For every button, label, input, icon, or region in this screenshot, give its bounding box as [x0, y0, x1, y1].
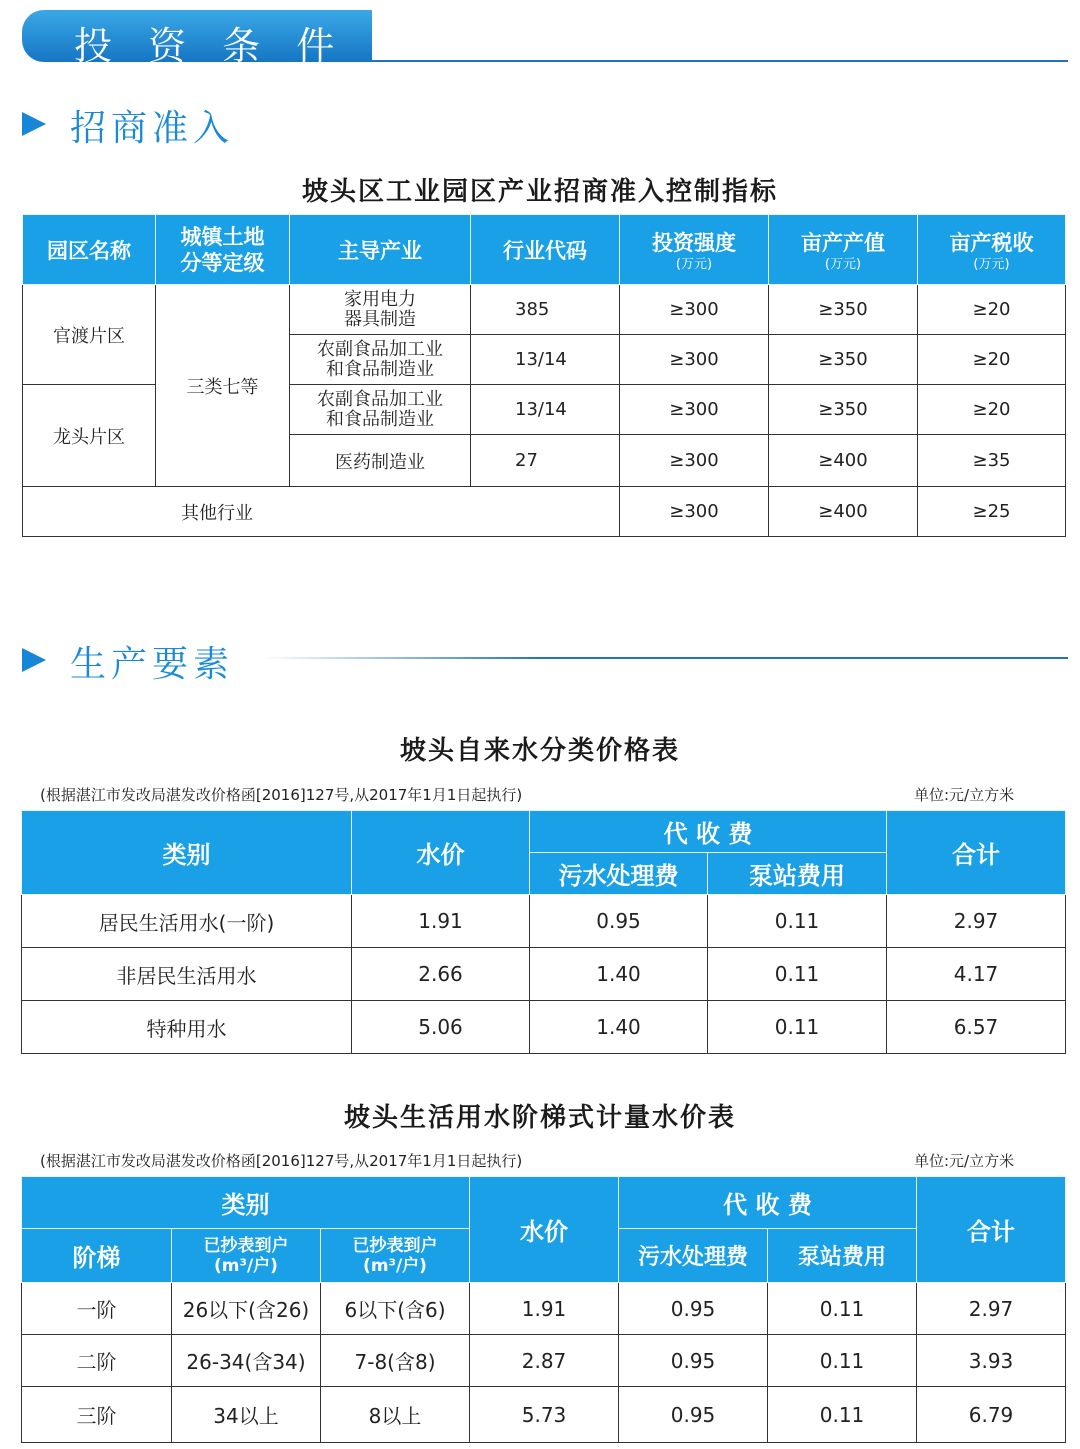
output-cell: ≥400 — [769, 435, 918, 487]
tier-cell: 三阶 — [22, 1387, 172, 1443]
table-row — [23, 285, 1066, 335]
banner-title: 投 资 条 件 — [74, 24, 347, 68]
triangle-bullet-icon — [22, 112, 46, 136]
header-total: 合计 — [887, 811, 1066, 895]
sewage-cell: 1.40 — [530, 1001, 708, 1054]
table-row — [22, 1001, 1066, 1054]
water-price-cell: 5.06 — [352, 1001, 530, 1054]
pump-cell: 0.11 — [708, 1001, 887, 1054]
sewage-cell: 0.95 — [619, 1335, 768, 1387]
industry-cell: 医药制造业 — [290, 435, 471, 487]
total-cell: 4.17 — [887, 948, 1066, 1001]
tax-cell: ≥20 — [918, 285, 1066, 335]
code-cell: 27 — [471, 435, 620, 487]
sewage-cell: 1.40 — [530, 948, 708, 1001]
header-water-price: 水价 — [470, 1177, 619, 1283]
water-price-cell: 2.66 — [352, 948, 530, 1001]
tier-cell: 二阶 — [22, 1335, 172, 1387]
tier-cell: 一阶 — [22, 1283, 172, 1335]
header-land-grade: 城镇土地 分等定级 — [156, 215, 290, 285]
table-header-row — [22, 1177, 1066, 1229]
header-collect-fee: 代 收 费 — [619, 1177, 917, 1229]
water-price-cell: 5.73 — [470, 1387, 619, 1443]
industry-cell: 农副食品加工业 和食品制造业 — [290, 335, 471, 385]
industry-cell: 家用电力 器具制造 — [290, 285, 471, 335]
category-cell: 居民生活用水(一阶) — [22, 895, 352, 948]
water-price-table — [21, 810, 1066, 1054]
output-cell: ≥350 — [769, 285, 918, 335]
header-sewage: 污水处理费 — [530, 853, 708, 895]
output-cell: ≥400 — [769, 487, 918, 537]
code-cell: 385 — [471, 285, 620, 335]
metered-a-cell: 26以下(含26) — [172, 1283, 321, 1335]
water-price-cell: 1.91 — [352, 895, 530, 948]
sewage-cell: 0.95 — [619, 1283, 768, 1335]
sewage-cell: 0.95 — [619, 1387, 768, 1443]
other-industry-cell: 其他行业 — [23, 487, 620, 537]
pump-cell: 0.11 — [768, 1335, 917, 1387]
tax-cell: ≥35 — [918, 435, 1066, 487]
table-row — [22, 895, 1066, 948]
tax-cell: ≥20 — [918, 335, 1066, 385]
header-park: 园区名称 — [23, 215, 156, 285]
category-cell: 特种用水 — [22, 1001, 352, 1054]
output-cell: ≥350 — [769, 385, 918, 435]
triangle-bullet-icon — [22, 648, 46, 672]
table-row — [22, 1283, 1066, 1335]
section-divider — [262, 657, 1068, 659]
header-metered-b: 已抄表到户 (m³/户) — [321, 1229, 470, 1283]
metered-b-cell: 6以下(含6) — [321, 1283, 470, 1335]
section-title: 招商准入 — [70, 108, 235, 149]
table-row — [22, 1335, 1066, 1387]
park-cell: 龙头片区 — [23, 385, 156, 487]
park-cell: 官渡片区 — [23, 285, 156, 385]
invest-cell: ≥300 — [620, 285, 769, 335]
header-collect-fee: 代 收 费 — [530, 811, 887, 853]
page-banner — [22, 10, 372, 68]
pump-cell: 0.11 — [768, 1387, 917, 1443]
header-invest: 投资强度 (万元) — [620, 215, 769, 285]
header-pump: 泵站费用 — [708, 853, 887, 895]
header-code: 行业代码 — [471, 215, 620, 285]
total-cell: 2.97 — [917, 1283, 1066, 1335]
table-header-row — [22, 811, 1066, 853]
table-row — [22, 948, 1066, 1001]
industry-cell: 农副食品加工业 和食品制造业 — [290, 385, 471, 435]
pump-cell: 0.11 — [768, 1283, 917, 1335]
table-header-row — [23, 215, 1066, 285]
table-row-other — [23, 487, 1066, 537]
access-control-table — [22, 214, 1066, 537]
header-category: 类别 — [22, 1177, 470, 1229]
header-total: 合计 — [917, 1177, 1066, 1283]
metered-a-cell: 26-34(含34) — [172, 1335, 321, 1387]
table2-unit: 单位:元/立方米 — [914, 786, 1015, 804]
output-cell: ≥350 — [769, 335, 918, 385]
metered-a-cell: 34以上 — [172, 1387, 321, 1443]
header-category: 类别 — [22, 811, 352, 895]
invest-cell: ≥300 — [620, 335, 769, 385]
total-cell: 6.79 — [917, 1387, 1066, 1443]
pump-cell: 0.11 — [708, 895, 887, 948]
header-output: 亩产产值 (万元) — [769, 215, 918, 285]
water-price-cell: 2.87 — [470, 1335, 619, 1387]
table3-unit: 单位:元/立方米 — [914, 1152, 1015, 1170]
header-sewage: 污水处理费 — [619, 1229, 768, 1283]
table3-title: 坡头生活用水阶梯式计量水价表 — [343, 1103, 736, 1133]
header-water-price: 水价 — [352, 811, 530, 895]
total-cell: 2.97 — [887, 895, 1066, 948]
banner-divider — [372, 60, 1068, 62]
table2-title: 坡头自来水分类价格表 — [399, 736, 680, 766]
tiered-water-price-table — [21, 1176, 1066, 1443]
header-industry: 主导产业 — [290, 215, 471, 285]
invest-cell: ≥300 — [620, 435, 769, 487]
header-tier: 阶梯 — [22, 1229, 172, 1283]
category-cell: 非居民生活用水 — [22, 948, 352, 1001]
table-row — [22, 1387, 1066, 1443]
total-cell: 6.57 — [887, 1001, 1066, 1054]
header-tax: 亩产税收 (万元) — [918, 215, 1066, 285]
invest-cell: ≥300 — [620, 385, 769, 435]
code-cell: 13/14 — [471, 385, 620, 435]
metered-b-cell: 8以上 — [321, 1387, 470, 1443]
invest-cell: ≥300 — [620, 487, 769, 537]
water-price-cell: 1.91 — [470, 1283, 619, 1335]
table3-note: (根据湛江市发改局湛发改价格函[2016]127号,从2017年1月1日起执行) — [40, 1152, 523, 1170]
section-title: 生产要素 — [70, 644, 235, 685]
code-cell: 13/14 — [471, 335, 620, 385]
header-pump: 泵站费用 — [768, 1229, 917, 1283]
tax-cell: ≥25 — [918, 487, 1066, 537]
land-grade-cell: 三类七等 — [156, 285, 290, 487]
total-cell: 3.93 — [917, 1335, 1066, 1387]
tax-cell: ≥20 — [918, 385, 1066, 435]
table2-note: (根据湛江市发改局湛发改价格函[2016]127号,从2017年1月1日起执行) — [40, 786, 523, 804]
metered-b-cell: 7-8(含8) — [321, 1335, 470, 1387]
sewage-cell: 0.95 — [530, 895, 708, 948]
pump-cell: 0.11 — [708, 948, 887, 1001]
table1-title: 坡头区工业园区产业招商准入控制指标 — [301, 177, 778, 207]
header-metered-a: 已抄表到户 (m³/户) — [172, 1229, 321, 1283]
